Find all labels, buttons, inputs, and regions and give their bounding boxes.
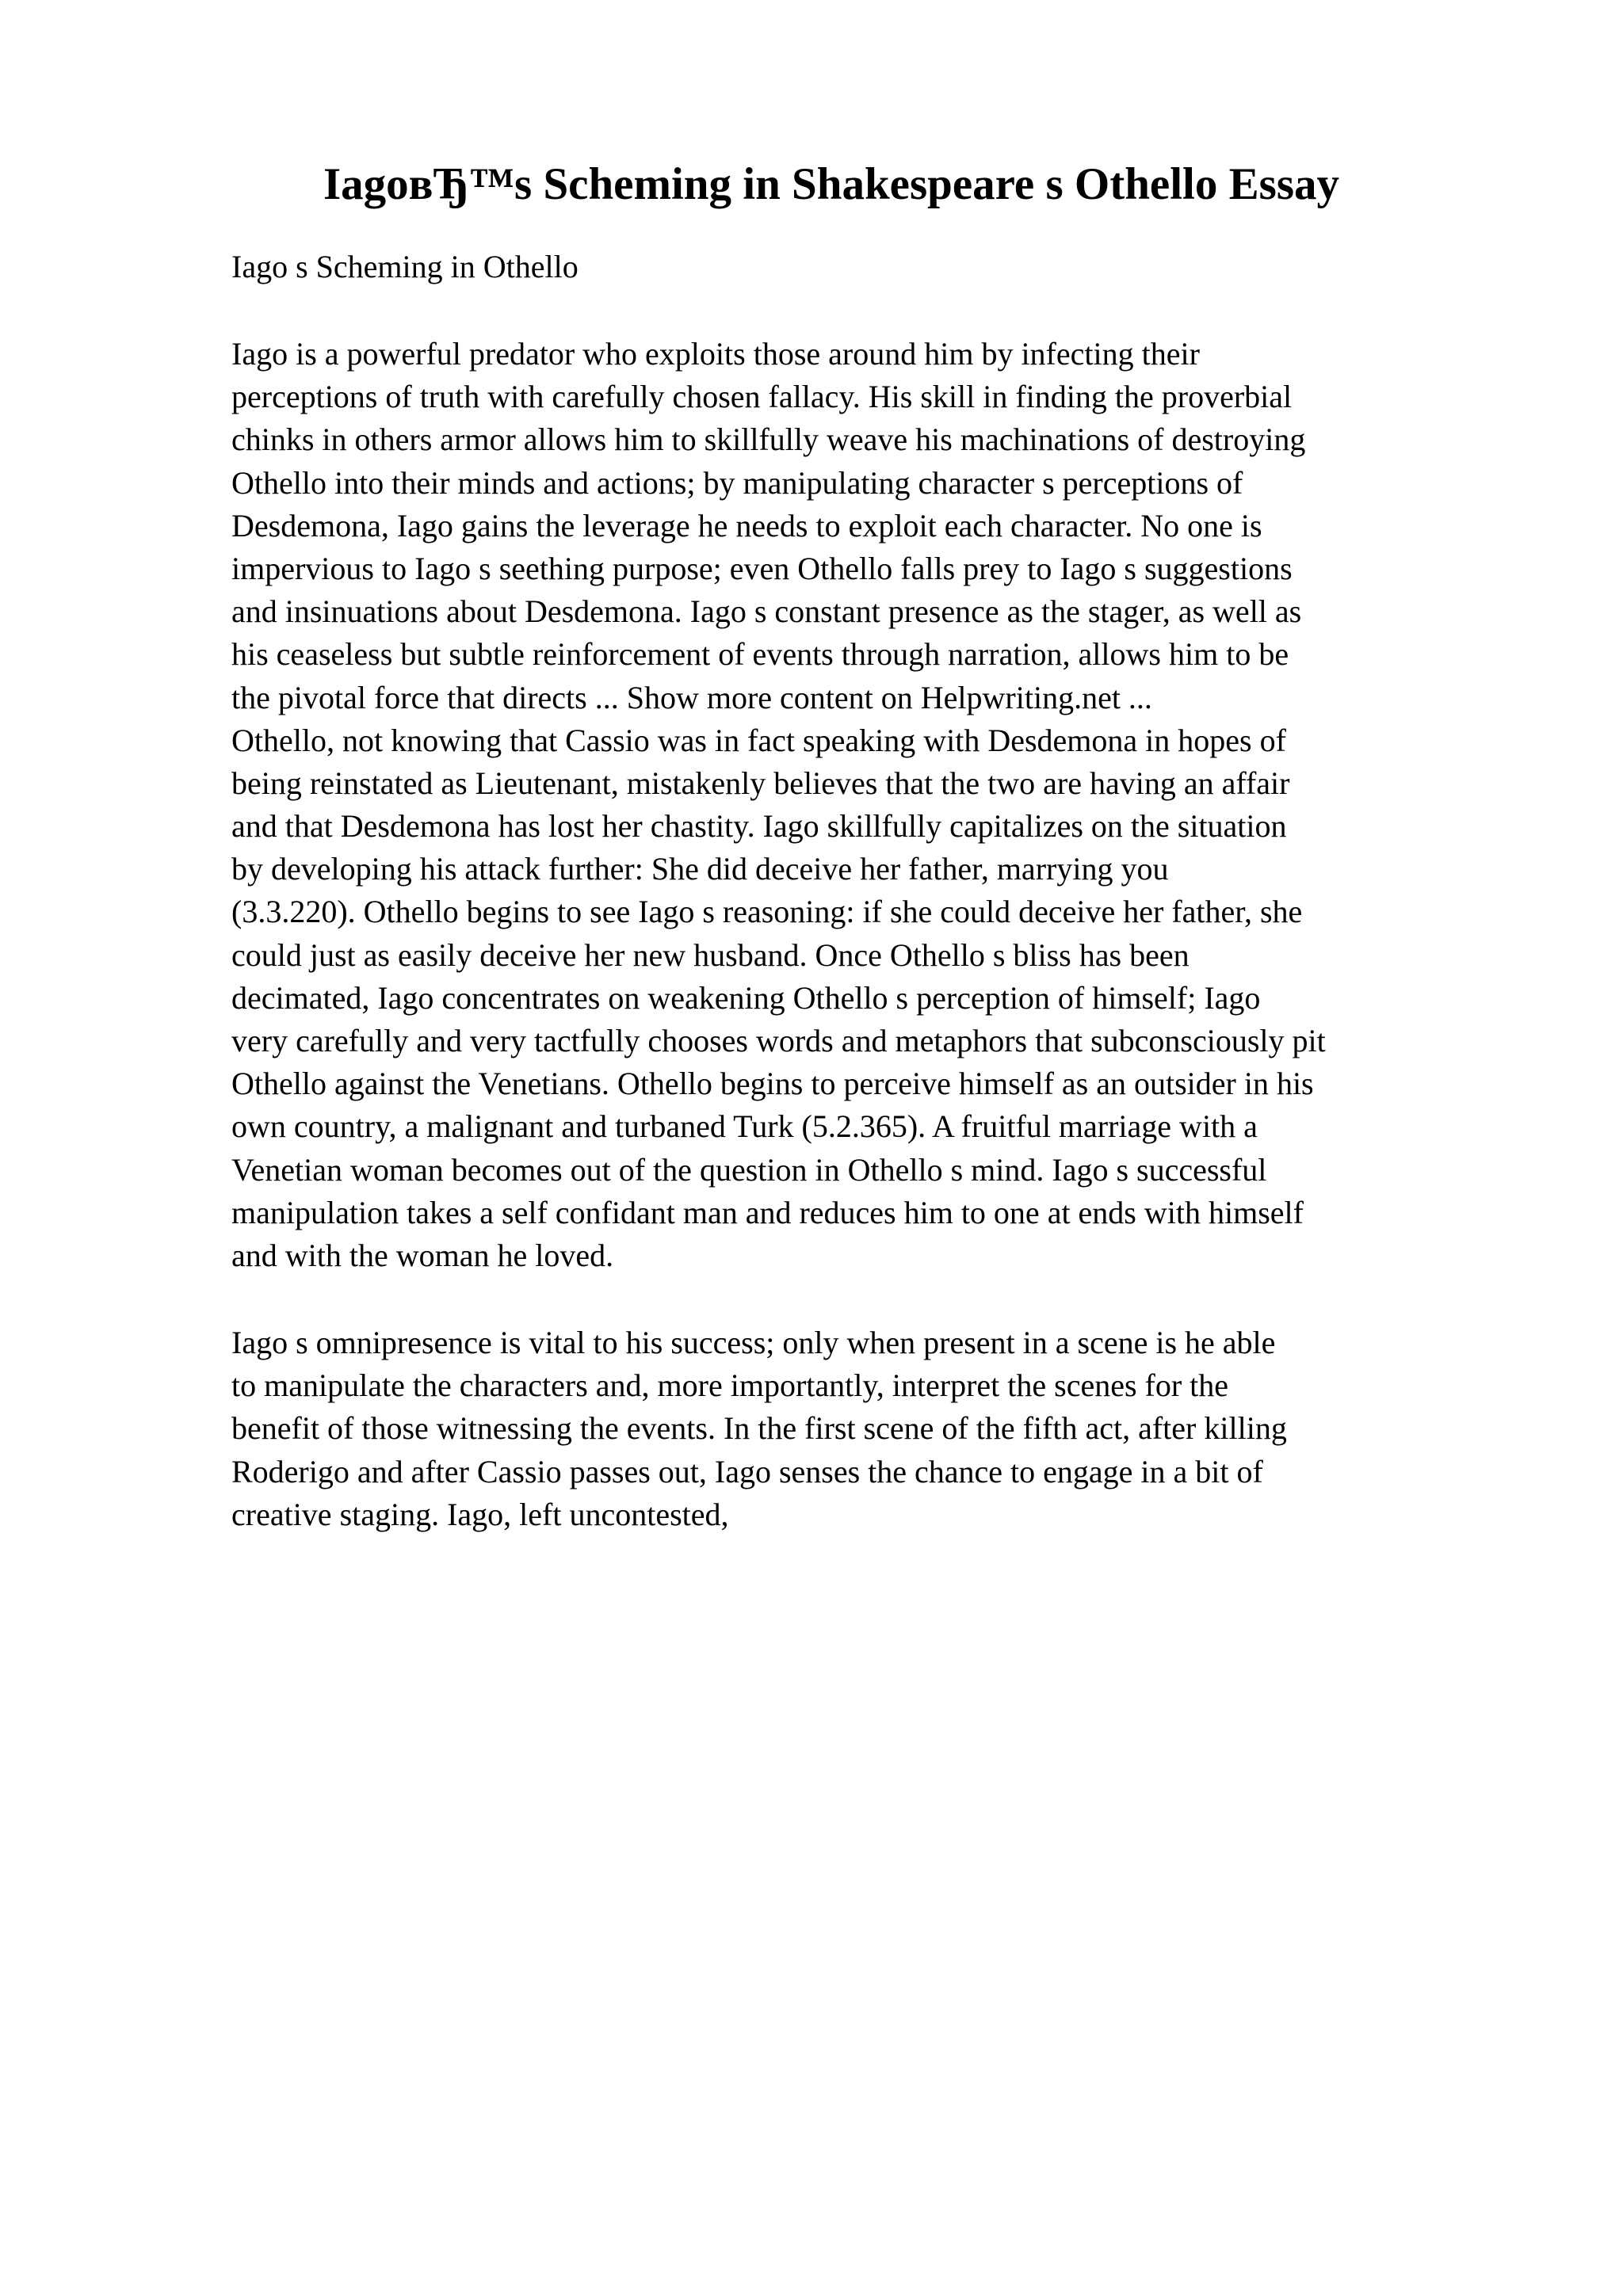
paragraph-line: Iago s omnipresence is vital to his success; only when present in a scene is he able [231, 1325, 1276, 1360]
paragraph-line: very carefully and very tactfully chooses words and metaphors that subconsciously pit [231, 1023, 1326, 1058]
subtitle-text: Iago s Scheming in Othello [231, 249, 579, 284]
paragraph-line: being reinstated as Lieutenant, mistakenly believes that the two are having an affair [231, 765, 1290, 801]
paragraph-line: Venetian woman becomes out of the question in Othello s mind. Iago s successful [231, 1151, 1267, 1188]
paragraph-line: by developing his attack further: She did deceive her father, marrying you [231, 851, 1169, 887]
paragraph-line: the pivotal force that directs ... Show more content on Helpwriting.net ... [231, 679, 1152, 715]
paragraph-line: Roderigo and after Cassio passes out, Iago senses the chance to engage in a bit of [231, 1453, 1263, 1489]
paragraph-line: benefit of those witnessing the events. In the first scene of the fifth act, after killing [231, 1410, 1287, 1447]
paragraph-line: to manipulate the characters and, more importantly, interpret the scenes for the [231, 1367, 1229, 1404]
paragraph-line: impervious to Iago s seething purpose; even Othello falls prey to Iago s suggestions [231, 550, 1293, 586]
paragraph-line: manipulation takes a self confidant man and reduces him to one at ends with himself [231, 1194, 1304, 1230]
paragraph-line: Othello into their minds and actions; by manipulating character s perceptions of [231, 464, 1243, 501]
paragraph-line: could just as easily deceive her new husband. Once Othello s bliss has been [231, 936, 1190, 973]
paragraph-line: Othello against the Venetians. Othello begins to perceive himself as an outsider in his [231, 1066, 1314, 1102]
paragraph-line: creative staging. Iago, left uncontested, [231, 1496, 729, 1532]
paragraph-line: perceptions of truth with carefully chosen fallacy. His skill in finding the proverbial [231, 379, 1293, 415]
paragraph-line: Desdemona, Iago gains the leverage he needs to exploit each character. No one is [231, 507, 1262, 543]
paragraph-1 [231, 333, 1515, 1277]
paragraph-line: own country, a malignant and turbaned Turk (5.2.365). A fruitful marriage with a [231, 1108, 1258, 1145]
document-subtitle [231, 246, 1515, 288]
paragraph-line: and that Desdemona has lost her chastity. Iago skillfully capitalizes on the situation [231, 808, 1287, 845]
paragraph-line: decimated, Iago concentrates on weakening Othello s perception of himself; Iago [231, 979, 1261, 1016]
paragraph-line: Iago is a powerful predator who exploits those around him by infecting their [231, 336, 1200, 372]
paragraph-line: and with the woman he loved. [231, 1237, 614, 1273]
paragraph-line: his ceaseless but subtle reinforcement of events through narration, allows him to be [231, 636, 1289, 673]
paragraph-line: Othello, not knowing that Cassio was in fact speaking with Desdemona in hopes of [231, 722, 1286, 758]
paragraph-2 [231, 1322, 1515, 1536]
paragraph-line: and insinuations about Desdemona. Iago s constant presence as the stager, as well as [231, 593, 1302, 630]
paragraph-line: chinks in others armor allows him to skillfully weave his machinations of destroying [231, 421, 1306, 458]
paragraph-line: (3.3.220). Othello begins to see Iago s reasoning: if she could deceive her father, she [231, 894, 1303, 930]
document-title: IagoвЂ™s Scheming in Shakespeare s Othello Essay [323, 159, 1339, 209]
